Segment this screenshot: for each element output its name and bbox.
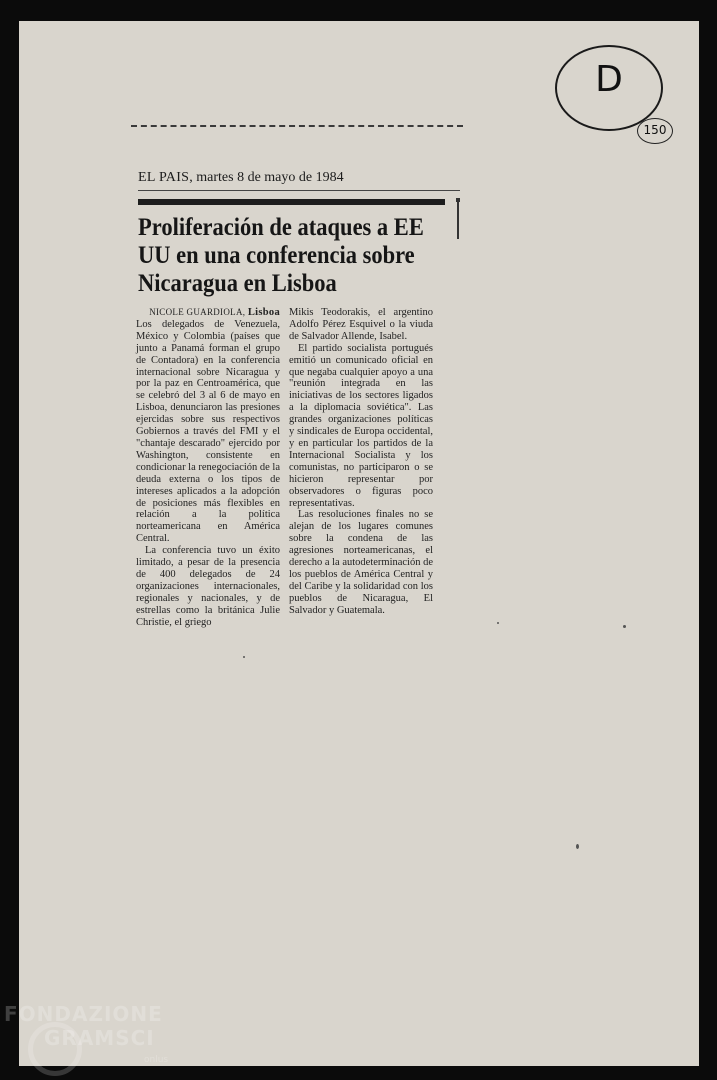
publication-date: , martes 8 de mayo de 1984: [189, 170, 344, 185]
article-paragraph: Las resoluciones finales no se alejan de los lugares comunes sobre la condena de las agresiones norteamericanas, el derecho a la autodeterminación de los pueblos de América Central y del Caribe y la solidaridad con los pueblos de Nicaragua, El Salvador y Guatemala.: [289, 509, 434, 616]
article-paragraph: La conferencia tuvo un éxito limitado, a pesar de la presencia de 400 delegados de 24 organizaciones internacionales, regionales y nacionales, y de estrellas como la británica Julie Christie, el griego: [136, 545, 280, 628]
article-headline: Proliferación de ataques a EE UU en una conferencia sobre Nicaragua en Lisboa: [138, 214, 424, 297]
newspaper-dateline: [138, 170, 460, 191]
page-number-text: 150: [643, 123, 667, 137]
article-paragraph: El partido socialista portugués emitió un comunicado oficial en que negaba cualquier apoyo a una "reunión integrada en las iniciativas de los sectores ligados a la diplomacia soviética". Las grandes organizaciones políticas y sindicales de Europa occidental, y en particular los partidos de la Internacional Socialista y los comunistas, no participaron o se hicieron representar por observadores o figuras poco representativas.: [289, 342, 433, 509]
paper-speck: [576, 844, 579, 849]
article-column-2: [289, 307, 433, 617]
headline-rule: [138, 199, 445, 205]
handwritten-letter: D: [595, 59, 623, 100]
article-paragraph: Los delegados de Venezuela, México y Colombia (países que junto a Panamá forman el grupo de Contadora) en la conferencia internacional sobre Nicaragua y por la paz en Centroamérica, que se celebró del 3 al 6 de mayo en Lisboa, denunciaron las presiones ejercidas sobre sus respectivos Gobiernos a través del FMI y el "chantaje descarado" ejercido por Washington, consistente en condicionar la renegociación de la deuda externa o los tipos de intereses aplicados a la adopción de posiciones más flexibles en relación a la política norteamericana en América Central.: [136, 318, 281, 545]
byline-author: NICOLE GUARDIOLA,: [149, 307, 248, 317]
newspaper-name: EL PAIS: [138, 170, 190, 185]
article-column-1: [136, 307, 280, 628]
byline-place: Lisboa: [247, 307, 280, 318]
paper-speck: [497, 622, 499, 624]
watermark-line-3: onlus: [144, 1055, 169, 1065]
handwritten-page-number: [637, 118, 673, 144]
article-paragraph: Mikis Teodorakis, el argentino Adolfo Pérez Esquivel o la viuda de Salvador Allende, Isabel.: [289, 307, 433, 342]
column-divider-mark: [457, 199, 459, 239]
handwritten-dashed-line: [131, 125, 463, 127]
paper-speck: [243, 656, 245, 658]
watermark-line-1: FONDAZIONE: [4, 1002, 163, 1026]
document-page: [19, 21, 699, 1066]
byline: [136, 307, 280, 319]
watermark-line-2: GRAMSCI: [44, 1026, 155, 1050]
paper-speck: [623, 625, 626, 628]
watermark-logo: [4, 1000, 194, 1076]
